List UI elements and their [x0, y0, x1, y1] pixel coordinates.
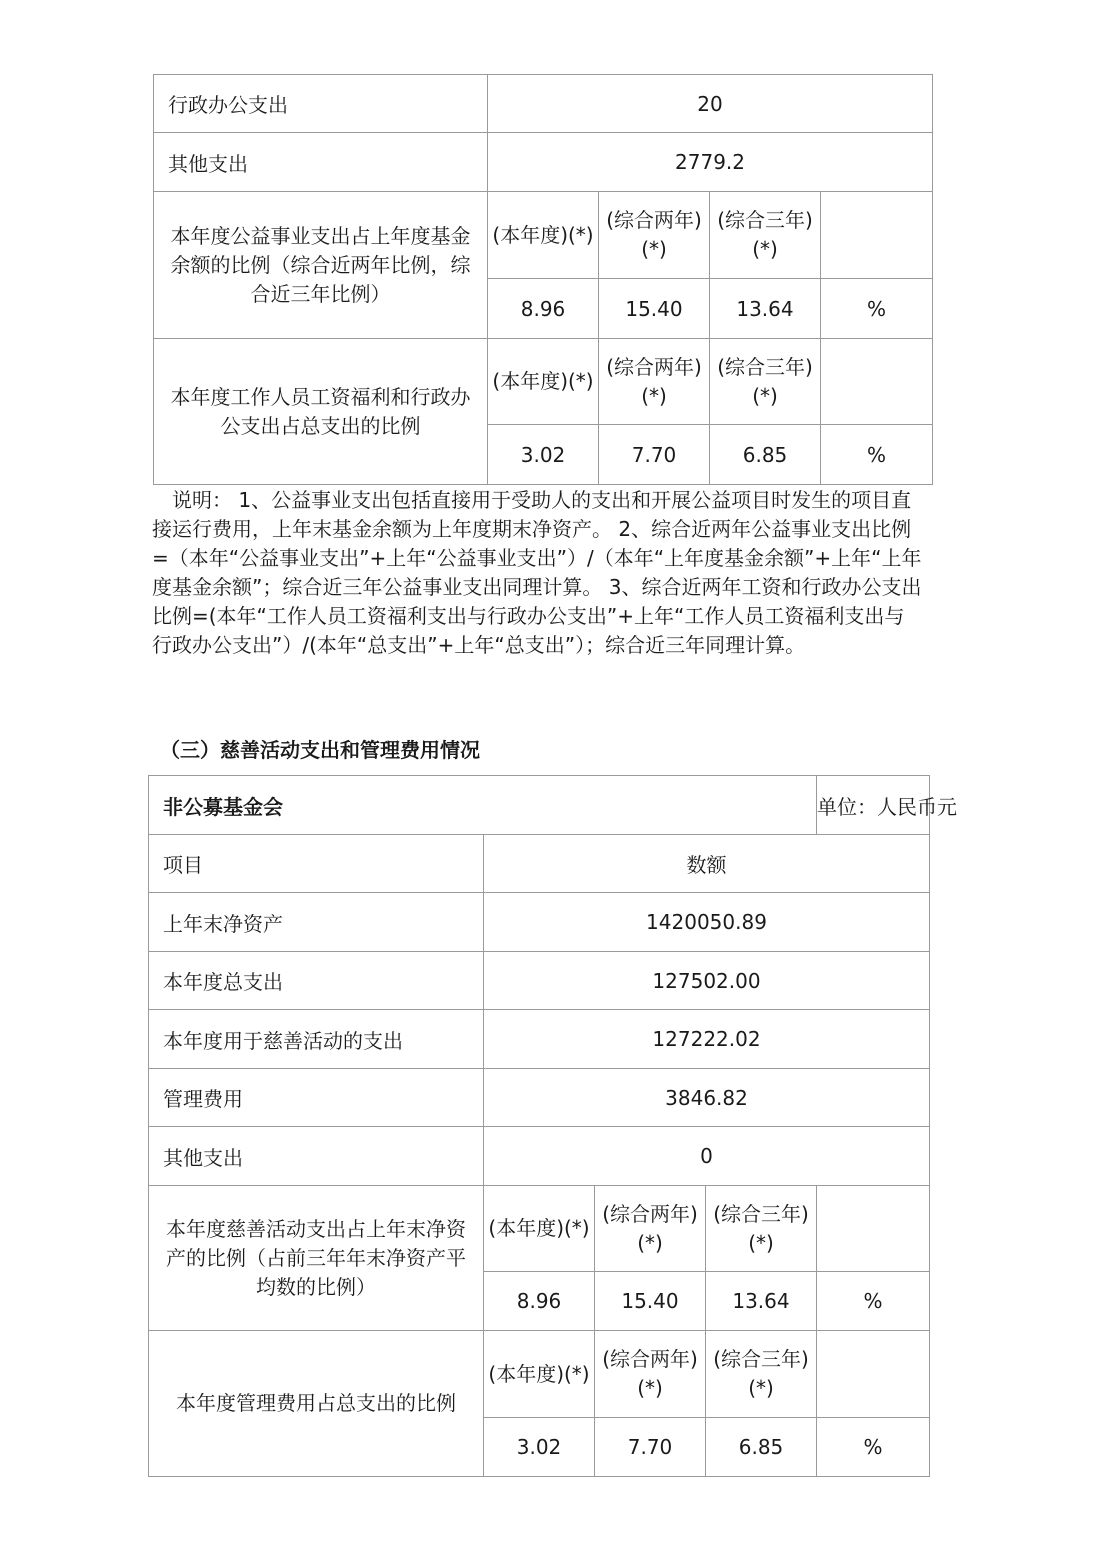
ratio1-value-three-year: 13.64: [710, 279, 821, 339]
ratio1-header-three-year: (综合三年)(*): [710, 192, 821, 279]
ratio2-value-three-year: 6.85: [710, 425, 821, 485]
management-ratio-value-three-year: 6.85: [706, 1418, 817, 1477]
ratio1-label: 本年度公益事业支出占上年度基金余额的比例（综合近两年比例，综合近三年比例）: [154, 192, 488, 339]
row-label-admin: 行政办公支出: [154, 75, 488, 133]
table-row-label: 本年度用于慈善活动的支出: [149, 1010, 484, 1069]
table-row-value: 3846.82: [484, 1069, 930, 1127]
management-ratio-value-two-year: 7.70: [595, 1418, 706, 1477]
table-row-label: 其他支出: [149, 1127, 484, 1186]
ratio2-value-two-year: 7.70: [599, 425, 710, 485]
management-ratio-header-three-year: (综合三年)(*): [706, 1331, 817, 1418]
charity-ratio-label: 本年度慈善活动支出占上年末净资产的比例（占前三年年末净资产平均数的比例）: [149, 1186, 484, 1331]
charity-ratio-header-blank: [817, 1186, 930, 1272]
charity-ratio-unit: %: [817, 1272, 930, 1331]
table-row-value: 0: [484, 1127, 930, 1186]
ratio1-value-two-year: 15.40: [599, 279, 710, 339]
ratio1-header-two-year: (综合两年)(*): [599, 192, 710, 279]
charity-ratio-value-three-year: 13.64: [706, 1272, 817, 1331]
management-ratio-value-current: 3.02: [484, 1418, 595, 1477]
management-ratio-unit: %: [817, 1418, 930, 1477]
unit-label: 单位：人民币元: [817, 776, 930, 835]
section-heading: （三）慈善活动支出和管理费用情况: [160, 738, 480, 762]
ratio2-unit: %: [821, 425, 933, 485]
ratio1-header-current: (本年度)(*): [488, 192, 599, 279]
ratio-table-top: [153, 74, 933, 485]
charity-ratio-value-two-year: 15.40: [595, 1272, 706, 1331]
ratio1-unit: %: [821, 279, 933, 339]
table-row-label: 本年度总支出: [149, 952, 484, 1010]
table-row-value: 127502.00: [484, 952, 930, 1010]
ratio2-header-three-year: (综合三年)(*): [710, 339, 821, 425]
org-type: 非公募基金会: [149, 776, 817, 835]
row-value-other: 2779.2: [488, 133, 933, 192]
ratio2-header-two-year: (综合两年)(*): [599, 339, 710, 425]
ratio2-header-blank: [821, 339, 933, 425]
charity-ratio-header-two-year: (综合两年)(*): [595, 1186, 706, 1272]
ratio1-value-current: 8.96: [488, 279, 599, 339]
table-row-label: 管理费用: [149, 1069, 484, 1127]
ratio1-header-blank: [821, 192, 933, 279]
ratio2-label: 本年度工作人员工资福利和行政办公支出占总支出的比例: [154, 339, 488, 485]
column-header-item: 项目: [149, 835, 484, 893]
management-ratio-header-blank: [817, 1331, 930, 1418]
row-value-admin: 20: [488, 75, 933, 133]
column-header-amount: 数额: [484, 835, 930, 893]
charity-ratio-header-three-year: (综合三年)(*): [706, 1186, 817, 1272]
table-row-value: 1420050.89: [484, 893, 930, 952]
row-label-other: 其他支出: [154, 133, 488, 192]
charity-ratio-header-current: (本年度)(*): [484, 1186, 595, 1272]
ratio2-value-current: 3.02: [488, 425, 599, 485]
table-row-value: 127222.02: [484, 1010, 930, 1069]
table-row-label: 上年末净资产: [149, 893, 484, 952]
management-ratio-header-two-year: (综合两年)(*): [595, 1331, 706, 1418]
charity-ratio-value-current: 8.96: [484, 1272, 595, 1331]
management-ratio-header-current: (本年度)(*): [484, 1331, 595, 1418]
charity-expense-table: [148, 775, 957, 1477]
explanation-note: 说明： 1、公益事业支出包括直接用于受助人的支出和开展公益项目时发生的项目直接运行费用，上年末基金余额为上年度期末净资产。 2、综合近两年公益事业支出比例=（本年“公益事业支出”+上年“公益事业支出”）/（本年“上年度基金余额”+上年“上年度基金余额”；综合近三年公益事业支出同理计算。 3、综合近两年工资和行政办公支出比例=(本年“工作人员工资福利支出与行政办公支出”+上年“工作人员工资福利支出与行政办公支出”）/(本年“总支出”+上年“总支出”）；综合近三年同理计算。: [152, 488, 922, 657]
ratio2-header-current: (本年度)(*): [488, 339, 599, 425]
management-ratio-label: 本年度管理费用占总支出的比例: [149, 1331, 484, 1477]
